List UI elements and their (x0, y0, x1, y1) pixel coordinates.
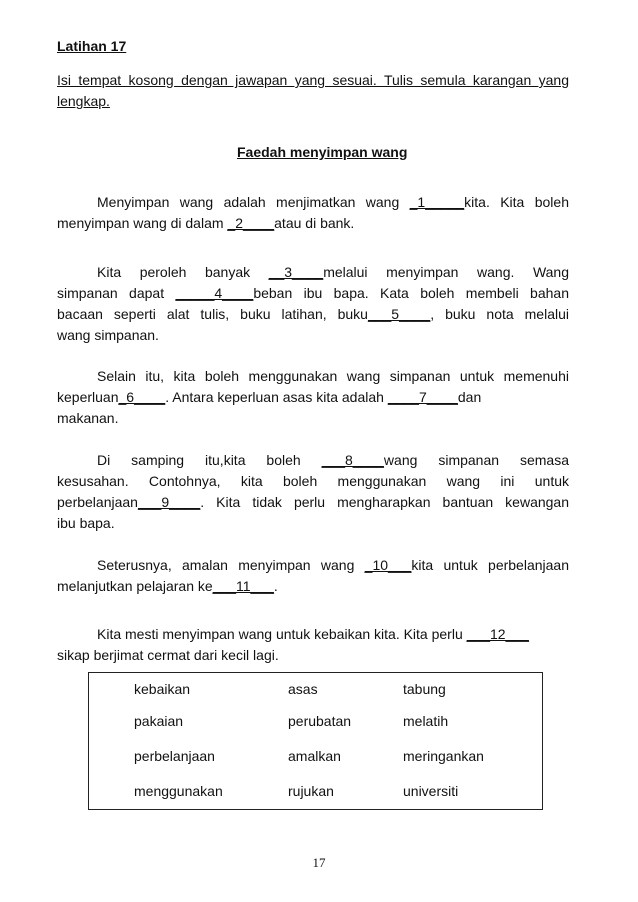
paragraph-1 (57, 192, 569, 234)
paragraph-line (57, 387, 569, 408)
text-segment: melanjutkan pelajaran ke (57, 578, 213, 594)
text-segment: Seterusnya, amalan menyimpan wang (97, 557, 365, 573)
exercise-heading: Latihan 17 (57, 38, 127, 54)
paragraph-line (57, 213, 569, 234)
text-segment: menyimpan wang di dalam (57, 215, 228, 231)
word-option: asas (288, 681, 318, 697)
blank-10[interactable]: _10___ (364, 557, 412, 573)
instruction-text: Isi tempat kosong dengan jawapan yang sesuai. Tulis semula karangan yang lengkap. (57, 72, 569, 109)
page-number: 17 (312, 855, 326, 870)
paragraph-line: wang simpanan. (57, 327, 159, 343)
word-option: tabung (403, 681, 446, 697)
text-segment: Kita mesti menyimpan wang untuk kebaikan kita. Kita perlu (97, 626, 467, 642)
paragraph-line (57, 283, 569, 304)
text-segment: keperluan (57, 389, 119, 405)
word-option: kebaikan (134, 681, 191, 697)
blank-7[interactable]: ____7____ (387, 389, 458, 405)
blank-12[interactable]: ___12___ (466, 626, 529, 642)
text-segment: perbelanjaan (57, 494, 138, 510)
paragraph-line: sikap berjimat cermat dari kecil lagi. (57, 647, 279, 663)
word-option: perubatan (288, 713, 352, 729)
paragraph-line (57, 304, 569, 325)
paragraph-line (57, 576, 569, 597)
paragraph-line: kesusahan. Contohnya, kita boleh menggunakan wang ini untuk (57, 473, 569, 489)
word-option: melatih (403, 713, 449, 729)
text-segment: dan (457, 389, 482, 405)
word-option: universiti (403, 783, 459, 799)
paragraph-line (57, 492, 569, 513)
paragraph-6 (57, 624, 569, 666)
blank-11[interactable]: ___11___ (212, 578, 274, 594)
essay-title: Faedah menyimpan wang (237, 144, 408, 160)
paragraph-line: ibu bapa. (57, 515, 115, 531)
blank-9[interactable]: ___9____ (137, 494, 201, 510)
paragraph-line (57, 624, 569, 645)
paragraph-line: Selain itu, kita boleh menggunakan wang simpanan untuk memenuhi (97, 368, 569, 384)
text-segment: . (273, 578, 278, 594)
text-segment: Menyimpan wang adalah menjimatkan wang (97, 194, 410, 210)
text-segment: kita untuk perbelanjaan (411, 557, 569, 573)
text-segment: Kita peroleh banyak (97, 264, 269, 280)
word-option: pakaian (134, 713, 184, 729)
text-segment: melalui menyimpan wang. Wang (323, 264, 570, 280)
blank-4[interactable]: _____4____ (175, 285, 254, 301)
text-segment: bacaan seperti alat tulis, buku latihan, buku (57, 306, 368, 322)
blank-5[interactable]: ___5____ (367, 306, 431, 322)
text-segment: simpanan dapat (57, 285, 176, 301)
word-option: rujukan (288, 783, 334, 799)
paragraph-line (57, 262, 569, 283)
blank-6[interactable]: _6____ (118, 389, 166, 405)
text-segment: kita. Kita boleh (464, 194, 569, 210)
word-bank-box (88, 672, 543, 810)
paragraph-line (57, 555, 569, 576)
text-segment: . Antara keperluan asas kita adalah (165, 389, 388, 405)
text-segment: , buku nota melalui (430, 306, 569, 322)
word-option: menggunakan (134, 783, 223, 799)
text-segment: Di samping itu,kita boleh (97, 452, 322, 468)
text-segment: beban ibu bapa. Kata boleh membeli bahan (253, 285, 569, 301)
text-segment: . Kita tidak perlu mengharapkan bantuan kewangan (200, 494, 569, 510)
text-segment: atau di bank. (274, 215, 355, 231)
blank-1[interactable]: _1_____ (409, 194, 465, 210)
paragraph-4 (57, 450, 569, 534)
word-option: perbelanjaan (134, 748, 215, 764)
paragraph-line: makanan. (57, 410, 119, 426)
blank-3[interactable]: __3____ (268, 264, 324, 280)
blank-2[interactable]: _2____ (227, 215, 275, 231)
paragraph-5 (57, 555, 569, 597)
paragraph-2 (57, 262, 569, 346)
word-option: meringankan (403, 748, 484, 764)
text-segment: wang simpanan semasa (383, 452, 569, 468)
paragraph-line (57, 192, 569, 213)
paragraph-line (57, 450, 569, 471)
blank-8[interactable]: ___8____ (321, 452, 384, 468)
word-option: amalkan (288, 748, 341, 764)
paragraph-3 (57, 366, 569, 429)
